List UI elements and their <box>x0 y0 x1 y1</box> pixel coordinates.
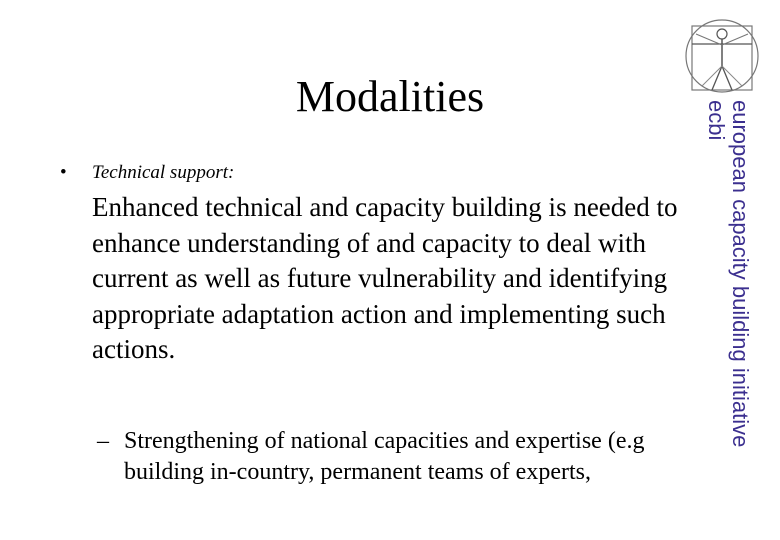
sub-bullet-text: Strengthening of national capacities and expertise (e.g building in-country, permanent teams of experts, <box>124 428 645 485</box>
bullet-label: Technical support: <box>92 162 235 183</box>
brand-vertical-text <box>700 100 752 510</box>
brand-line-2: ecbi <box>704 100 729 141</box>
vitruvian-man-icon <box>678 14 768 96</box>
bullet-symbol: • <box>60 162 67 183</box>
brand-line-1: european capacity building initiative <box>728 100 753 448</box>
slide-title: Modalities <box>295 72 485 121</box>
body-paragraph: Enhanced technical and capacity building is needed to enhance understanding of and capacity to deal with current as well as future vulnerability and identifying appropriate adaptation action and implementing such actions. <box>92 192 678 364</box>
sub-bullet-symbol: – <box>97 428 109 454</box>
